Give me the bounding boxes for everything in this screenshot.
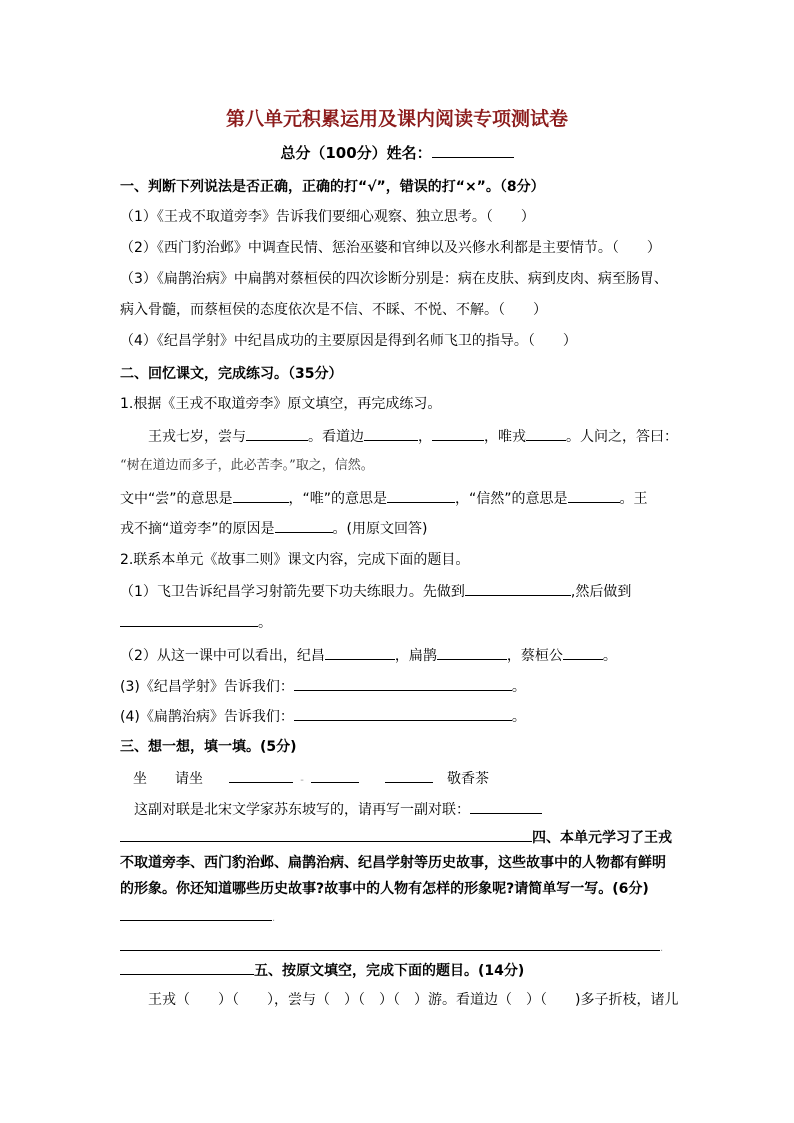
q4-answer-line-1: . <box>120 906 275 929</box>
blank[interactable] <box>526 426 566 441</box>
blank[interactable] <box>465 581 571 596</box>
q2-part1-intro: 1.根据《王戎不取道旁李》原文填空，再完成练习。 <box>120 396 442 412</box>
blank[interactable] <box>385 768 433 783</box>
q4-heading-line: 四、本单元学习了王戎 <box>120 827 672 848</box>
blank[interactable] <box>120 960 254 975</box>
blank[interactable] <box>120 612 258 627</box>
q2-sub3: (3)《纪昌学射》告诉我们： 。 <box>120 676 526 697</box>
q5-passage-line: 王戎（ ）（ ），尝与（ ）（ ）（ ）游。看道边（ ）（ )多子折枝，诸儿 <box>148 992 679 1008</box>
q1-heading: 一、判断下列说法是否正确，正确的打“√”，错误的打“×”。（8分） <box>120 179 545 195</box>
blank[interactable] <box>364 426 418 441</box>
q1-item-2: （2）《西门豹治邺》中调查民情、惩治巫婆和官绅以及兴修水利都是主要情节。（ ） <box>120 240 661 256</box>
q4-answer-line-2: . <box>120 936 663 959</box>
blank[interactable] <box>311 768 359 783</box>
q4-heading-cont-1: 不取道旁李、西门豹治邺、扁鹊治病、纪昌学射等历史故事，这些故事中的人物都有鲜明 <box>120 855 666 871</box>
blank[interactable] <box>325 645 395 660</box>
couplet-words-line: 坐 请坐 - 敬香茶 <box>133 768 489 791</box>
meaning-line: 文中“尝”的意思是 ，“唯”的意思是 ，“信然”的意思是 。王 <box>120 488 648 509</box>
blank[interactable] <box>229 768 293 783</box>
q1-item-3-cont: 病入骨髓，而蔡桓侯的态度依次是不信、不睬、不悦、不解。（ ） <box>120 302 547 318</box>
passage-quote: “树在道边而多子，此必苦李。”取之，信然。 <box>120 458 374 473</box>
couplet-prompt: 这副对联是北宋文学家苏东坡写的，请再写一副对联： <box>134 799 542 820</box>
q1-item-4: （4）《纪昌学射》中纪昌成功的主要原因是得到名师飞卫的指导。（ ） <box>120 333 577 349</box>
q1-item-1: （1）《王戎不取道旁李》告诉我们要细心观察、独立思考。（ ） <box>120 209 535 225</box>
q2-sub4: (4)《扁鹊治病》告诉我们： 。 <box>120 706 526 727</box>
q1-item-3: （3）《扁鹊治病》中扁鹊对蔡桓侯的四次诊断分别是：病在皮肤、病到皮肉、病至肠胃、 <box>120 271 668 287</box>
blank[interactable] <box>233 488 289 503</box>
q3-heading: 三、想一想，填一填。(5分) <box>120 739 297 755</box>
blank[interactable] <box>294 676 512 691</box>
name-blank[interactable] <box>432 143 514 158</box>
q2-sub1-cont: 。 <box>120 612 272 633</box>
blank[interactable] <box>563 645 603 660</box>
blank[interactable] <box>432 426 484 441</box>
blank[interactable] <box>120 906 272 921</box>
q5-heading-line: 五、按原文填空，完成下面的题目。(14分) <box>120 960 524 981</box>
blank[interactable] <box>120 936 660 951</box>
blank[interactable] <box>275 518 333 533</box>
q2-heading: 二、回忆课文，完成练习。（35分） <box>120 366 343 382</box>
reason-line: 戎不摘“道旁李”的原因是 。(用原文回答) <box>120 518 427 539</box>
couplet-answer-blank[interactable] <box>120 827 532 842</box>
q2-part2-intro: 2.联系本单元《故事二则》课文内容，完成下面的题目。 <box>120 552 470 568</box>
blank[interactable] <box>387 488 455 503</box>
q2-sub1: （1）飞卫告诉纪昌学习射箭先要下功夫练眼力。先做到 ,然后做到 <box>120 581 631 602</box>
score-name-line <box>0 143 794 163</box>
page-title: 第八单元积累运用及课内阅读专项测试卷 <box>225 108 568 130</box>
passage-line: 王戎七岁，尝与 。看道边 ， ，唯戎 。人问之，答曰： <box>148 426 678 447</box>
q4-heading-cont-2: 的形象。你还知道哪些历史故事?故事中的人物有怎样的形象呢?请简单写一写。(6分) <box>120 881 649 897</box>
blank[interactable] <box>470 799 542 814</box>
score-label: 总分（100分）姓名： <box>280 144 432 162</box>
blank[interactable] <box>246 426 308 441</box>
blank[interactable] <box>437 645 507 660</box>
q2-sub2: （2）从这一课中可以看出，纪昌 ，扁鹊 ，蔡桓公 。 <box>120 645 617 666</box>
blank[interactable] <box>568 488 620 503</box>
blank[interactable] <box>294 706 512 721</box>
